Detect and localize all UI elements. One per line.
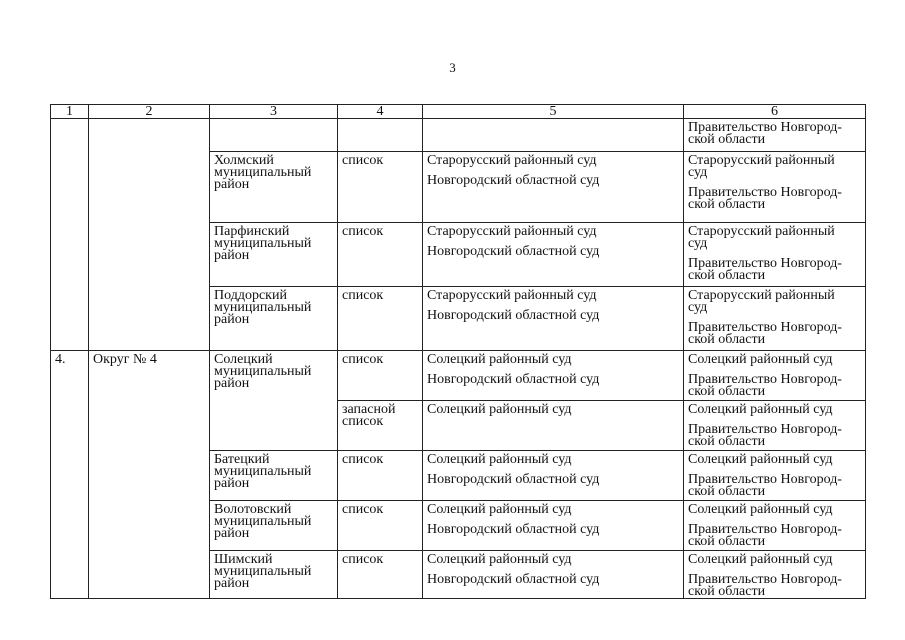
authority-name: Правительство Новгород- ской области <box>688 320 842 347</box>
district-name: Парфинский муниципальный район <box>210 223 338 287</box>
list-type: список <box>338 287 423 351</box>
table-cell <box>423 223 684 287</box>
district-name: Батецкий муниципальный район <box>210 451 338 501</box>
authority-name: Правительство Новгород- ской области <box>688 372 842 399</box>
list-type: список <box>338 152 423 223</box>
district-group-name: Округ № 4 <box>89 351 210 599</box>
jurisdiction-table <box>50 104 866 599</box>
row-number: 4. <box>51 351 89 599</box>
table-cell <box>51 119 89 351</box>
list-type: список <box>338 501 423 551</box>
column-header: 3 <box>210 105 338 119</box>
table-cell <box>423 119 684 152</box>
list-type: список <box>338 451 423 501</box>
authority-name: Солецкий районный суд <box>688 352 833 367</box>
authority-name: Правительство Новгород- ской области <box>688 120 842 147</box>
table-cell <box>338 119 423 152</box>
court-name: Новгородский областной суд <box>427 522 600 537</box>
court-name: Новгородский областной суд <box>427 244 600 259</box>
authority-name: Старорусский районный суд <box>688 153 835 180</box>
table-cell <box>684 401 866 451</box>
list-type: список <box>338 223 423 287</box>
district-name: Холмский муниципальный район <box>210 152 338 223</box>
authority-name: Правительство Новгород- ской области <box>688 522 842 549</box>
table-cell <box>684 551 866 599</box>
table-cell <box>684 119 866 152</box>
table-cell <box>423 451 684 501</box>
table-header-row <box>51 105 866 119</box>
table-cell <box>684 351 866 401</box>
list-type: список <box>338 351 423 401</box>
authority-name: Правительство Новгород- ской области <box>688 572 842 599</box>
column-header: 2 <box>89 105 210 119</box>
column-header: 4 <box>338 105 423 119</box>
court-name: Старорусский районный суд <box>427 153 597 168</box>
table-cell <box>89 119 210 351</box>
authority-name: Старорусский районный суд <box>688 224 835 251</box>
authority-name: Правительство Новгород- ской области <box>688 472 842 499</box>
court-name: Новгородский областной суд <box>427 372 600 387</box>
column-header: 6 <box>684 105 866 119</box>
court-name: Солецкий районный суд <box>427 502 572 517</box>
list-type: запасной список <box>338 401 423 451</box>
authority-name: Солецкий районный суд <box>688 552 833 567</box>
table-cell <box>423 152 684 223</box>
district-name: Солецкий муниципальный район <box>210 351 338 451</box>
table-cell <box>684 152 866 223</box>
court-name: Солецкий районный суд <box>427 452 572 467</box>
court-name: Солецкий районный суд <box>427 552 572 567</box>
column-header: 1 <box>51 105 89 119</box>
authority-name: Правительство Новгород- ской области <box>688 185 842 212</box>
authority-name: Солецкий районный суд <box>688 502 833 517</box>
district-name: Шимский муниципальный район <box>210 551 338 599</box>
court-name: Новгородский областной суд <box>427 308 600 323</box>
authority-name: Солецкий районный суд <box>688 402 833 417</box>
court-name: Старорусский районный суд <box>427 224 597 239</box>
table-row <box>51 351 866 401</box>
table-cell <box>423 351 684 401</box>
authority-name: Солецкий районный суд <box>688 452 833 467</box>
court-name: Старорусский районный суд <box>427 288 597 303</box>
district-name: Волотовский муниципальный район <box>210 501 338 551</box>
list-type: список <box>338 551 423 599</box>
table-cell <box>684 451 866 501</box>
table-cell <box>423 501 684 551</box>
authority-name: Правительство Новгород- ской области <box>688 422 842 449</box>
district-name: Поддорский муниципальный район <box>210 287 338 351</box>
court-name: Солецкий районный суд <box>427 352 572 367</box>
table-cell <box>210 119 338 152</box>
court-name: Новгородский областной суд <box>427 572 600 587</box>
table-cell <box>684 223 866 287</box>
court-name: Солецкий районный суд <box>427 402 572 417</box>
table-cell <box>684 287 866 351</box>
authority-name: Старорусский районный суд <box>688 288 835 315</box>
table-cell <box>684 501 866 551</box>
table-cell <box>423 551 684 599</box>
court-name: Новгородский областной суд <box>427 472 600 487</box>
table-cell <box>423 401 684 451</box>
authority-name: Правительство Новгород- ской области <box>688 256 842 283</box>
table-row <box>51 119 866 152</box>
page-number: 3 <box>449 60 456 75</box>
table-cell <box>423 287 684 351</box>
court-name: Новгородский областной суд <box>427 173 600 188</box>
column-header: 5 <box>423 105 684 119</box>
